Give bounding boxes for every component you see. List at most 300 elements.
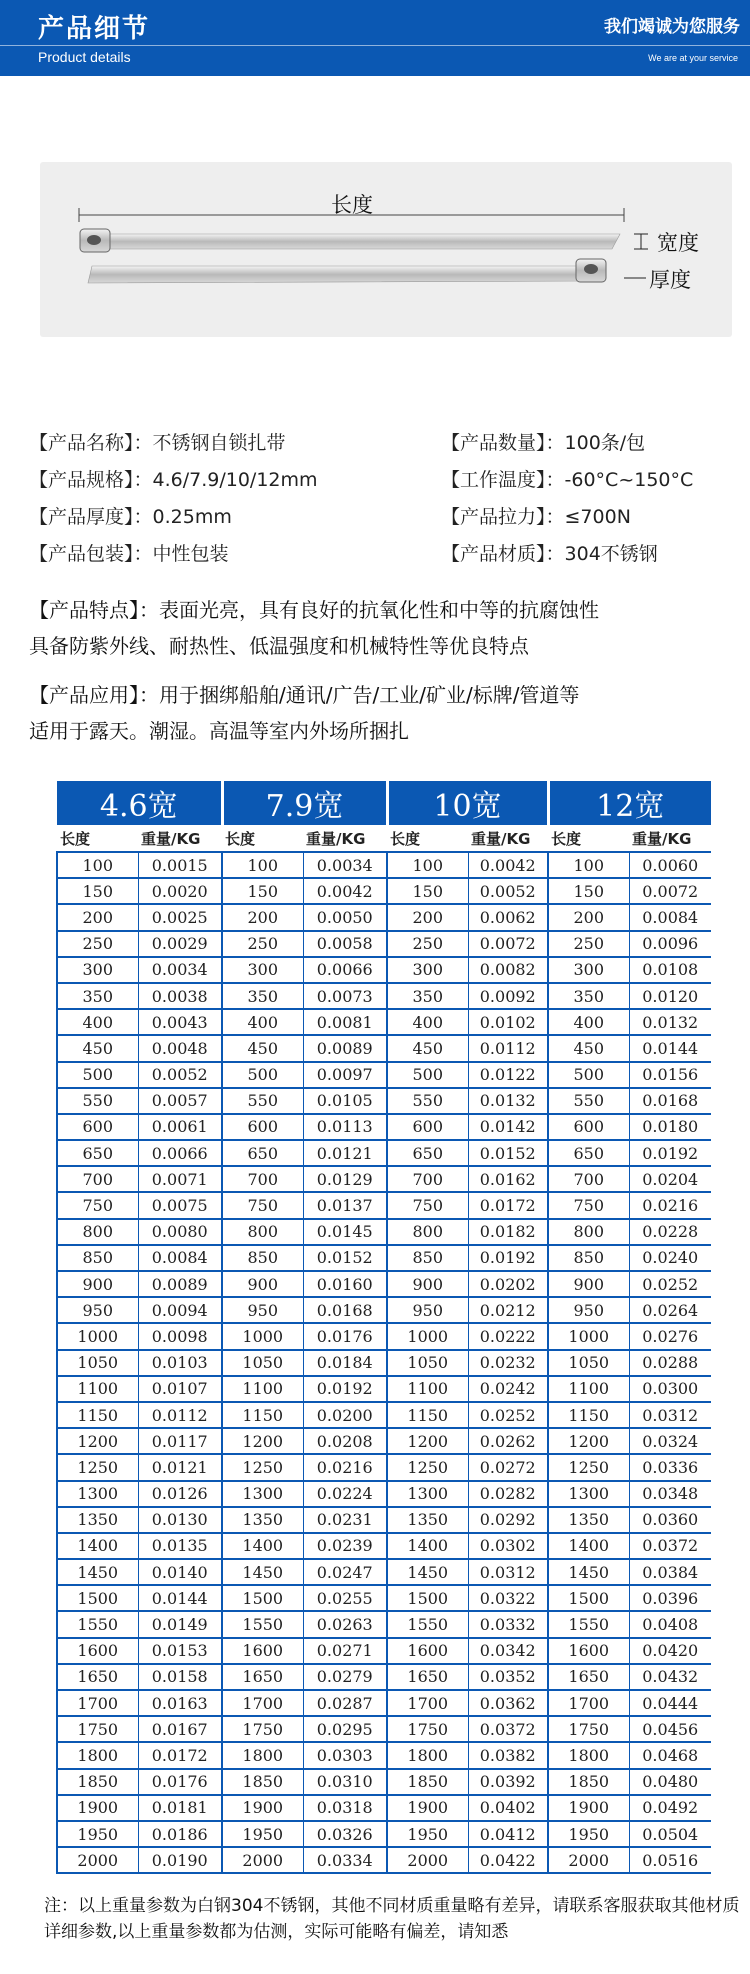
- weight-cell: 0.0113: [303, 1114, 387, 1140]
- weight-cell: 0.0034: [138, 957, 222, 983]
- length-cell: 650: [222, 1140, 303, 1166]
- tie-head-upper-ball: [87, 235, 101, 245]
- weight-spec-table: [56, 781, 711, 1874]
- length-cell: 850: [57, 1245, 138, 1271]
- length-cell: 200: [222, 904, 303, 930]
- weight-cell: 0.0231: [303, 1507, 387, 1533]
- length-cell: 1050: [387, 1350, 468, 1376]
- length-cell: 1050: [222, 1350, 303, 1376]
- length-cell: 1550: [548, 1611, 629, 1637]
- table-row: [57, 1350, 711, 1376]
- length-cell: 1900: [57, 1795, 138, 1821]
- length-cell: 350: [222, 983, 303, 1009]
- table-row: [57, 878, 711, 904]
- length-cell: 750: [548, 1192, 629, 1218]
- info-label: 【产品名称】：: [29, 432, 153, 454]
- table-row: [57, 1821, 711, 1847]
- length-cell: 2000: [57, 1847, 138, 1873]
- weight-cell: 0.0121: [138, 1454, 222, 1480]
- length-cell: 400: [57, 1009, 138, 1035]
- weight-cell: 0.0081: [303, 1009, 387, 1035]
- weight-cell: 0.0312: [629, 1402, 711, 1428]
- length-cell: 950: [548, 1297, 629, 1323]
- table-row: [57, 983, 711, 1009]
- length-cell: 900: [57, 1271, 138, 1297]
- weight-cell: 0.0408: [629, 1611, 711, 1637]
- weight-cell: 0.0057: [138, 1088, 222, 1114]
- tie-strap-lower: [88, 266, 590, 283]
- length-cell: 1400: [222, 1533, 303, 1559]
- cable-tie-illustration: [0, 0, 750, 360]
- length-cell: 300: [387, 957, 468, 983]
- weight-cell: 0.0392: [468, 1769, 548, 1795]
- column-header-length: 长度: [57, 825, 138, 852]
- table-row: [57, 1088, 711, 1114]
- length-cell: 700: [57, 1166, 138, 1192]
- length-cell: 1750: [548, 1716, 629, 1742]
- weight-cell: 0.0263: [303, 1611, 387, 1637]
- length-cell: 1450: [57, 1559, 138, 1585]
- weight-cell: 0.0117: [138, 1428, 222, 1454]
- weight-cell: 0.0102: [468, 1009, 548, 1035]
- weight-cell: 0.0468: [629, 1742, 711, 1768]
- weight-cell: 0.0060: [629, 852, 711, 878]
- weight-cell: 0.0071: [138, 1166, 222, 1192]
- length-cell: 750: [222, 1192, 303, 1218]
- length-cell: 1650: [387, 1664, 468, 1690]
- weight-cell: 0.0168: [629, 1088, 711, 1114]
- weight-cell: 0.0108: [629, 957, 711, 983]
- weight-cell: 0.0216: [629, 1192, 711, 1218]
- weight-cell: 0.0322: [468, 1585, 548, 1611]
- weight-cell: 0.0080: [138, 1219, 222, 1245]
- length-cell: 650: [548, 1140, 629, 1166]
- length-cell: 850: [222, 1245, 303, 1271]
- weight-cell: 0.0172: [138, 1742, 222, 1768]
- length-cell: 700: [222, 1166, 303, 1192]
- weight-cell: 0.0348: [629, 1481, 711, 1507]
- length-cell: 100: [57, 852, 138, 878]
- weight-cell: 0.0262: [468, 1428, 548, 1454]
- length-cell: 1150: [57, 1402, 138, 1428]
- length-cell: 200: [387, 904, 468, 930]
- application-text: 用于捆绑船舶/通讯/广告/工业/矿业/标牌/管道等: [159, 683, 580, 707]
- info-value: ≤700N: [564, 506, 631, 528]
- weight-cell: 0.0422: [468, 1847, 548, 1873]
- weight-cell: 0.0202: [468, 1271, 548, 1297]
- weight-cell: 0.0224: [303, 1481, 387, 1507]
- length-cell: 1450: [387, 1559, 468, 1585]
- thickness-label: 厚度: [649, 268, 691, 292]
- length-cell: 1300: [548, 1481, 629, 1507]
- length-cell: 600: [548, 1114, 629, 1140]
- info-label: 【产品规格】：: [29, 469, 153, 491]
- length-cell: 1000: [387, 1323, 468, 1349]
- weight-cell: 0.0120: [629, 983, 711, 1009]
- length-cell: 600: [57, 1114, 138, 1140]
- table-row: [57, 1742, 711, 1768]
- length-cell: 1150: [387, 1402, 468, 1428]
- weight-cell: 0.0052: [468, 878, 548, 904]
- weight-cell: 0.0232: [468, 1350, 548, 1376]
- weight-cell: 0.0122: [468, 1062, 548, 1088]
- table-row: [57, 1114, 711, 1140]
- weight-cell: 0.0312: [468, 1559, 548, 1585]
- weight-cell: 0.0135: [138, 1533, 222, 1559]
- length-cell: 1800: [387, 1742, 468, 1768]
- length-cell: 1650: [548, 1664, 629, 1690]
- length-cell: 100: [548, 852, 629, 878]
- length-cell: 300: [222, 957, 303, 983]
- table-row: [57, 1638, 711, 1664]
- weight-cell: 0.0042: [303, 878, 387, 904]
- weight-cell: 0.0097: [303, 1062, 387, 1088]
- length-cell: 550: [548, 1088, 629, 1114]
- weight-cell: 0.0105: [303, 1088, 387, 1114]
- length-cell: 1200: [222, 1428, 303, 1454]
- length-cell: 150: [57, 878, 138, 904]
- weight-cell: 0.0084: [629, 904, 711, 930]
- length-cell: 1600: [222, 1638, 303, 1664]
- info-tension: [441, 502, 631, 529]
- length-cell: 700: [387, 1166, 468, 1192]
- weight-cell: 0.0332: [468, 1611, 548, 1637]
- length-cell: 2000: [387, 1847, 468, 1873]
- weight-cell: 0.0516: [629, 1847, 711, 1873]
- weight-cell: 0.0089: [303, 1035, 387, 1061]
- info-value: 0.25mm: [152, 506, 232, 528]
- weight-cell: 0.0043: [138, 1009, 222, 1035]
- weight-cell: 0.0372: [468, 1716, 548, 1742]
- length-cell: 700: [548, 1166, 629, 1192]
- length-cell: 100: [222, 852, 303, 878]
- length-cell: 1200: [548, 1428, 629, 1454]
- length-cell: 250: [548, 931, 629, 957]
- length-cell: 500: [387, 1062, 468, 1088]
- length-cell: 1500: [57, 1585, 138, 1611]
- weight-cell: 0.0072: [468, 931, 548, 957]
- length-cell: 850: [548, 1245, 629, 1271]
- length-label: 长度: [331, 193, 373, 217]
- info-quantity: [441, 428, 645, 455]
- length-cell: 1950: [57, 1821, 138, 1847]
- weight-cell: 0.0096: [629, 931, 711, 957]
- weight-cell: 0.0342: [468, 1638, 548, 1664]
- weight-cell: 0.0295: [303, 1716, 387, 1742]
- length-cell: 1900: [548, 1795, 629, 1821]
- length-cell: 400: [222, 1009, 303, 1035]
- info-label: 【产品厚度】：: [29, 506, 153, 528]
- weight-cell: 0.0167: [138, 1716, 222, 1742]
- length-cell: 1600: [387, 1638, 468, 1664]
- weight-cell: 0.0208: [303, 1428, 387, 1454]
- weight-cell: 0.0092: [468, 983, 548, 1009]
- length-cell: 1000: [548, 1323, 629, 1349]
- length-cell: 1900: [222, 1795, 303, 1821]
- weight-cell: 0.0504: [629, 1821, 711, 1847]
- length-cell: 1700: [548, 1690, 629, 1716]
- weight-cell: 0.0276: [629, 1323, 711, 1349]
- length-cell: 1300: [387, 1481, 468, 1507]
- weight-cell: 0.0176: [303, 1323, 387, 1349]
- table-row: [57, 852, 711, 878]
- length-cell: 650: [57, 1140, 138, 1166]
- weight-cell: 0.0098: [138, 1323, 222, 1349]
- weight-cell: 0.0156: [629, 1062, 711, 1088]
- length-cell: 550: [222, 1088, 303, 1114]
- weight-cell: 0.0192: [468, 1245, 548, 1271]
- weight-cell: 0.0107: [138, 1376, 222, 1402]
- weight-cell: 0.0084: [138, 1245, 222, 1271]
- table-row: [57, 1428, 711, 1454]
- weight-cell: 0.0176: [138, 1769, 222, 1795]
- width-label: 宽度: [657, 231, 699, 255]
- length-cell: 1250: [548, 1454, 629, 1480]
- weight-cell: 0.0052: [138, 1062, 222, 1088]
- weight-cell: 0.0412: [468, 1821, 548, 1847]
- table-row: [57, 931, 711, 957]
- length-cell: 1450: [222, 1559, 303, 1585]
- table-row: [57, 1716, 711, 1742]
- weight-cell: 0.0112: [138, 1402, 222, 1428]
- features-text: 表面光亮，具有良好的抗氧化性和中等的抗腐蚀性: [159, 598, 599, 622]
- column-header-length: 长度: [222, 825, 303, 852]
- length-cell: 250: [387, 931, 468, 957]
- length-cell: 1250: [57, 1454, 138, 1480]
- weight-cell: 0.0061: [138, 1114, 222, 1140]
- length-cell: 900: [548, 1271, 629, 1297]
- weight-cell: 0.0153: [138, 1638, 222, 1664]
- weight-cell: 0.0025: [138, 904, 222, 930]
- group-header-7-9: 7.9宽: [222, 781, 387, 825]
- weight-cell: 0.0042: [468, 852, 548, 878]
- table-row: [57, 1611, 711, 1637]
- weight-cell: 0.0062: [468, 904, 548, 930]
- length-cell: 1250: [387, 1454, 468, 1480]
- info-material: [441, 539, 658, 566]
- tie-head-lower-ball: [584, 264, 598, 274]
- weight-cell: 0.0300: [629, 1376, 711, 1402]
- table-row: [57, 1402, 711, 1428]
- column-header-weight: 重量/KG: [138, 825, 222, 852]
- weight-cell: 0.0094: [138, 1297, 222, 1323]
- weight-cell: 0.0075: [138, 1192, 222, 1218]
- weight-cell: 0.0334: [303, 1847, 387, 1873]
- length-cell: 950: [222, 1297, 303, 1323]
- table-row: [57, 1664, 711, 1690]
- service-slogan-en: We are at your service: [648, 53, 738, 63]
- weight-cell: 0.0038: [138, 983, 222, 1009]
- length-cell: 1250: [222, 1454, 303, 1480]
- weight-cell: 0.0222: [468, 1323, 548, 1349]
- info-value: 不锈钢自锁扎带: [152, 432, 286, 454]
- table-row: [57, 1297, 711, 1323]
- length-cell: 1300: [222, 1481, 303, 1507]
- weight-cell: 0.0145: [303, 1219, 387, 1245]
- features-line-1: [29, 594, 599, 623]
- weight-cell: 0.0073: [303, 983, 387, 1009]
- weight-cell: 0.0362: [468, 1690, 548, 1716]
- table-row: [57, 1140, 711, 1166]
- weight-cell: 0.0149: [138, 1611, 222, 1637]
- weight-cell: 0.0287: [303, 1690, 387, 1716]
- weight-cell: 0.0324: [629, 1428, 711, 1454]
- weight-cell: 0.0360: [629, 1507, 711, 1533]
- table-row: [57, 1166, 711, 1192]
- weight-cell: 0.0121: [303, 1140, 387, 1166]
- length-cell: 800: [57, 1219, 138, 1245]
- table-row: [57, 1533, 711, 1559]
- table-row: [57, 1847, 711, 1873]
- table-row: [57, 1219, 711, 1245]
- table-row: [57, 1245, 711, 1271]
- page-title: 产品细节: [38, 14, 151, 44]
- info-value: 100条/包: [564, 432, 646, 454]
- length-cell: 500: [222, 1062, 303, 1088]
- weight-cell: 0.0168: [303, 1297, 387, 1323]
- weight-cell: 0.0247: [303, 1559, 387, 1585]
- weight-cell: 0.0082: [468, 957, 548, 983]
- features-line-2: 具备防紫外线、耐热性、低温强度和机械特性等优良特点: [29, 634, 529, 658]
- length-cell: 1500: [387, 1585, 468, 1611]
- length-cell: 350: [387, 983, 468, 1009]
- weight-cell: 0.0034: [303, 852, 387, 878]
- column-header-weight: 重量/KG: [303, 825, 387, 852]
- weight-cell: 0.0264: [629, 1297, 711, 1323]
- weight-cell: 0.0252: [629, 1271, 711, 1297]
- length-cell: 1950: [222, 1821, 303, 1847]
- length-cell: 1950: [387, 1821, 468, 1847]
- group-header-10: 10宽: [387, 781, 548, 825]
- weight-cell: 0.0182: [468, 1219, 548, 1245]
- length-cell: 600: [387, 1114, 468, 1140]
- weight-cell: 0.0240: [629, 1245, 711, 1271]
- length-cell: 1100: [387, 1376, 468, 1402]
- info-value: -60°C~150°C: [564, 469, 694, 491]
- column-header-row: [57, 825, 711, 852]
- table-row: [57, 904, 711, 930]
- length-cell: 1950: [548, 1821, 629, 1847]
- table-row: [57, 1690, 711, 1716]
- weight-cell: 0.0239: [303, 1533, 387, 1559]
- weight-cell: 0.0396: [629, 1585, 711, 1611]
- length-cell: 300: [548, 957, 629, 983]
- length-cell: 800: [222, 1219, 303, 1245]
- length-cell: 1600: [57, 1638, 138, 1664]
- weight-cell: 0.0144: [629, 1035, 711, 1061]
- length-cell: 450: [387, 1035, 468, 1061]
- table-row: [57, 1454, 711, 1480]
- table-row: [57, 1795, 711, 1821]
- length-cell: 450: [548, 1035, 629, 1061]
- length-cell: 1600: [548, 1638, 629, 1664]
- group-header-row: [57, 781, 711, 825]
- length-cell: 1300: [57, 1481, 138, 1507]
- weight-cell: 0.0144: [138, 1585, 222, 1611]
- length-cell: 1800: [548, 1742, 629, 1768]
- length-cell: 1500: [222, 1585, 303, 1611]
- weight-cell: 0.0186: [138, 1821, 222, 1847]
- weight-cell: 0.0089: [138, 1271, 222, 1297]
- weight-cell: 0.0050: [303, 904, 387, 930]
- weight-cell: 0.0420: [629, 1638, 711, 1664]
- service-slogan: 我们竭诚为您服务: [604, 17, 740, 37]
- application-label: 【产品应用】：: [29, 683, 159, 707]
- length-cell: 1850: [57, 1769, 138, 1795]
- tie-strap-upper: [84, 234, 620, 249]
- length-cell: 1650: [57, 1664, 138, 1690]
- length-cell: 1350: [548, 1507, 629, 1533]
- length-cell: 1800: [222, 1742, 303, 1768]
- weight-cell: 0.0158: [138, 1664, 222, 1690]
- weight-cell: 0.0112: [468, 1035, 548, 1061]
- weight-cell: 0.0444: [629, 1690, 711, 1716]
- info-value: 4.6/7.9/10/12mm: [152, 469, 318, 491]
- weight-cell: 0.0432: [629, 1664, 711, 1690]
- length-cell: 800: [387, 1219, 468, 1245]
- weight-cell: 0.0204: [629, 1166, 711, 1192]
- length-cell: 850: [387, 1245, 468, 1271]
- length-cell: 1800: [57, 1742, 138, 1768]
- length-cell: 500: [57, 1062, 138, 1088]
- weight-cell: 0.0310: [303, 1769, 387, 1795]
- length-cell: 1750: [222, 1716, 303, 1742]
- features-label: 【产品特点】：: [29, 598, 159, 622]
- application-line-1: [29, 679, 579, 708]
- weight-cell: 0.0288: [629, 1350, 711, 1376]
- table-row: [57, 1192, 711, 1218]
- info-label: 【产品材质】：: [441, 543, 565, 565]
- table-row: [57, 957, 711, 983]
- length-cell: 200: [57, 904, 138, 930]
- length-cell: 600: [222, 1114, 303, 1140]
- weight-cell: 0.0302: [468, 1533, 548, 1559]
- application-line-2: 适用于露天。潮湿。高温等室内外场所捆扎: [29, 719, 409, 743]
- weight-cell: 0.0402: [468, 1795, 548, 1821]
- length-cell: 1900: [387, 1795, 468, 1821]
- length-cell: 150: [548, 878, 629, 904]
- column-header-weight: 重量/KG: [629, 825, 711, 852]
- length-cell: 450: [57, 1035, 138, 1061]
- weight-cell: 0.0066: [138, 1140, 222, 1166]
- length-cell: 250: [222, 931, 303, 957]
- weight-cell: 0.0015: [138, 852, 222, 878]
- column-header-length: 长度: [387, 825, 468, 852]
- length-cell: 750: [57, 1192, 138, 1218]
- weight-cell: 0.0216: [303, 1454, 387, 1480]
- length-cell: 250: [57, 931, 138, 957]
- length-cell: 100: [387, 852, 468, 878]
- group-header-4-6: 4.6宽: [57, 781, 222, 825]
- length-cell: 900: [387, 1271, 468, 1297]
- table-row: [57, 1035, 711, 1061]
- weight-cell: 0.0163: [138, 1690, 222, 1716]
- table-row: [57, 1585, 711, 1611]
- length-cell: 150: [222, 878, 303, 904]
- length-cell: 1700: [222, 1690, 303, 1716]
- weight-cell: 0.0372: [629, 1533, 711, 1559]
- table-row: [57, 1481, 711, 1507]
- weight-cell: 0.0140: [138, 1559, 222, 1585]
- weight-cell: 0.0132: [468, 1088, 548, 1114]
- length-cell: 150: [387, 878, 468, 904]
- weight-cell: 0.0137: [303, 1192, 387, 1218]
- weight-cell: 0.0384: [629, 1559, 711, 1585]
- weight-cell: 0.0456: [629, 1716, 711, 1742]
- weight-cell: 0.0103: [138, 1350, 222, 1376]
- table-row: [57, 1507, 711, 1533]
- weight-cell: 0.0066: [303, 957, 387, 983]
